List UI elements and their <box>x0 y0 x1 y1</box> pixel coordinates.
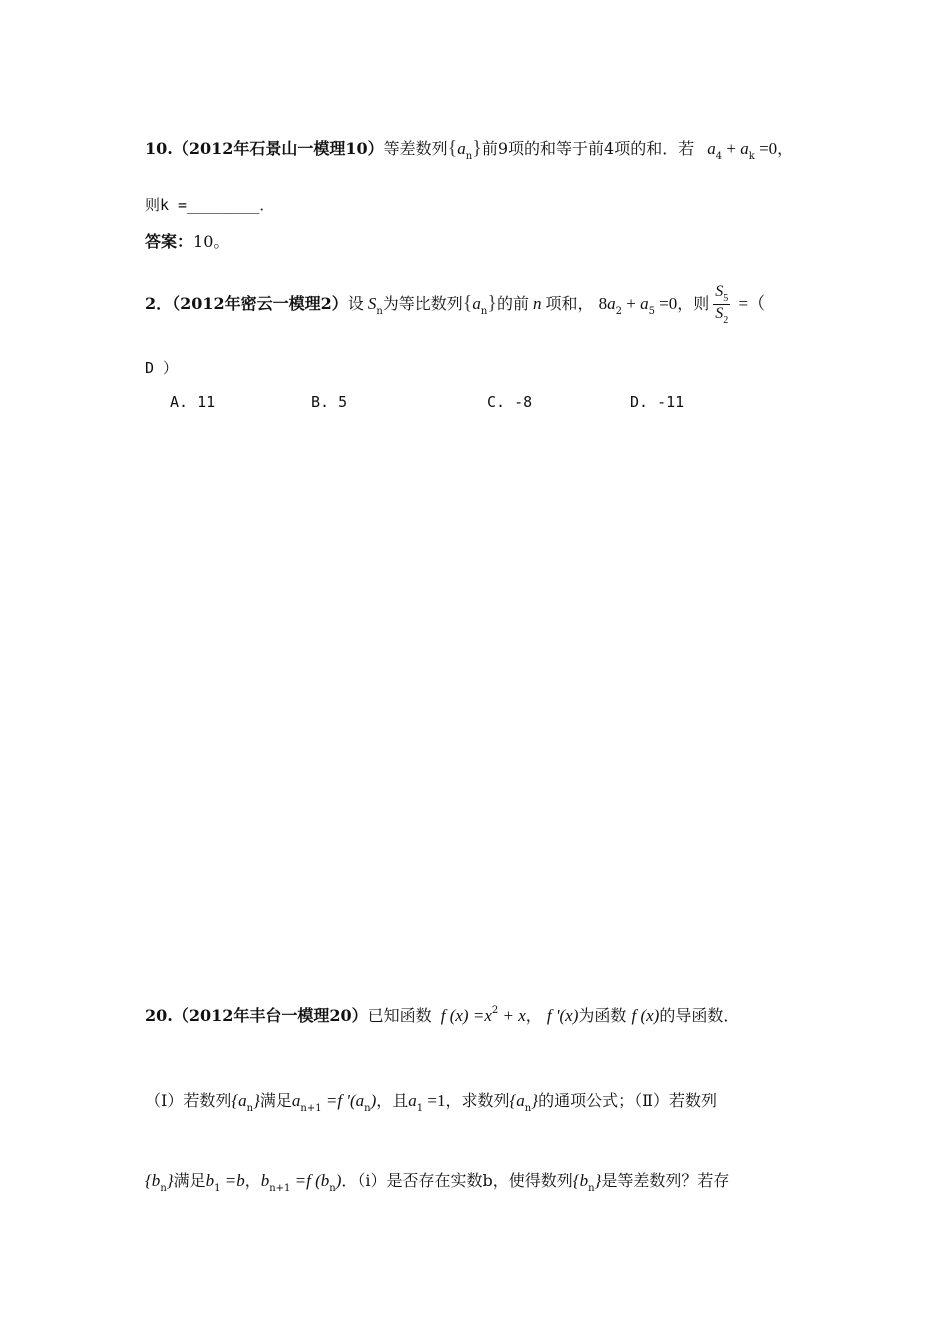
q10-source: 10.（2012年石景山一模理10） <box>145 139 384 158</box>
q2-equation: $8a_2 + a_5 =0$ <box>598 294 678 317</box>
q10-text1: 等差数列 <box>383 139 448 158</box>
q10-equation: $a_4 + a_k =0$ <box>707 139 778 162</box>
answer-label: 答案： <box>145 232 194 251</box>
q20-line-2: （Ⅰ）若数列$\{a_n\}$满足$a_{n+1} =f$ '$(a_n)$，且$a_1 =1$，求数列$\{a_n\}$的通项公式；（Ⅱ）若数列 <box>145 1091 717 1114</box>
answer-value: 10。 <box>193 232 230 251</box>
q2-line-2: D ） <box>145 359 179 377</box>
q10-text2: 前9项的和等于前4项的和．若 <box>481 139 695 158</box>
q2-option-d: D. -11 <box>630 393 685 411</box>
q2-fraction: $\frac{S_5}{S_2}$ <box>715 283 729 326</box>
q10-answer <box>145 229 229 252</box>
q20-line-1: 20.（2012年丰台一模理20）已知函数 f $(x) =x^2 + x$， f '(x)为函数 f (x)的导函数． <box>145 1005 740 1025</box>
q2-option-b: B. 5 <box>311 393 348 411</box>
q2-source: 2．（2012年密云一模理2） <box>145 294 348 313</box>
q2-line-1: 2．（2012年密云一模理2）设 $S_n$为等比数列$\{a_n\}$的前 n 项和， $8a_2 + a_5 =0$，则 $\frac{S_5}{S_2}$ =（ <box>145 283 766 326</box>
q20-source: 20.（2012年丰台一模理20） <box>145 1006 368 1025</box>
q20-line-3: $\{b_n\}$满足$b_1 =b$，$b_{n+1} =f$ $(b_n)$．（ⅰ）是否存在实数b，使得数列$\{b_n\}$是等差数列？若存 <box>145 1171 730 1194</box>
q10-line-2: 则k =________． <box>145 196 275 214</box>
q2-option-a: A. 11 <box>170 393 216 411</box>
q2-option-c: C. -8 <box>487 393 533 411</box>
q10-line-1: 10.（2012年石景山一模理10）等差数列$\{a_n\}$前9项的和等于前4项的和．若 $a_4 + a_k =0$， <box>145 137 794 162</box>
